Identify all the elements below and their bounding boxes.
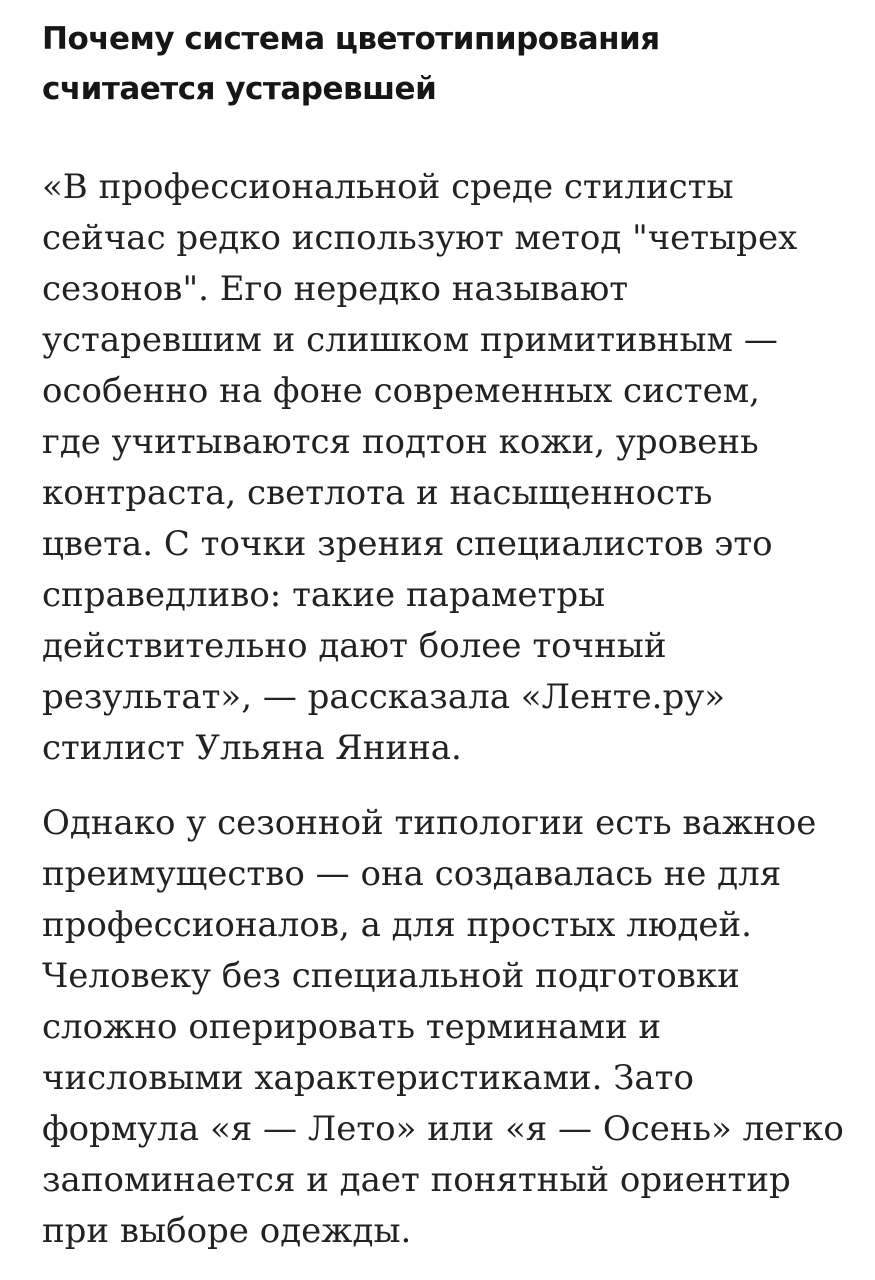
paragraph-line: «В профессиональной среде стилисты [42, 167, 734, 207]
paragraph-line: сложно оперировать терминами и [42, 1007, 662, 1047]
paragraph-line: Человеку без специальной подготовки [42, 956, 740, 996]
headline-line: считается устаревшей [42, 71, 437, 107]
paragraph-line: сезонов". Его нередко называют [42, 269, 629, 309]
paragraph-line: цвета. С точки зрения специалистов это [42, 524, 773, 564]
paragraph-line: запоминается и дает понятный ориентир [42, 1160, 791, 1200]
paragraph-line: где учитываются подтон кожи, уровень [42, 422, 759, 462]
article-headline [42, 14, 842, 114]
paragraph-line: формула «я — Лето» или «я — Осень» легко [42, 1109, 844, 1149]
paragraph-line: стилист Ульяна Янина. [42, 728, 462, 768]
paragraph-line: действительно дают более точный [42, 626, 667, 666]
body-paragraph [42, 798, 842, 1257]
article [42, 14, 842, 1257]
paragraph-line: профессионалов, а для простых людей. [42, 905, 752, 945]
paragraph-line: сейчас редко используют метод "четырех [42, 218, 798, 258]
paragraph-line: преимущество — она создавалась не для [42, 854, 782, 894]
paragraph-line: устаревшим и слишком примитивным — [42, 320, 778, 360]
paragraph-line: особенно на фоне современных систем, [42, 371, 760, 411]
paragraph-line: Однако у сезонной типологии есть важное [42, 803, 817, 843]
paragraph-line: контраста, светлота и насыщенность [42, 473, 713, 513]
paragraph-line: числовыми характеристиками. Зато [42, 1058, 694, 1098]
paragraph-line: результат», — рассказала «Ленте.ру» [42, 677, 726, 717]
headline-line: Почему система цветотипирования [42, 21, 660, 57]
paragraph-line: справедливо: такие параметры [42, 575, 606, 615]
quote-paragraph [42, 162, 842, 774]
paragraph-line: при выборе одежды. [42, 1211, 412, 1251]
